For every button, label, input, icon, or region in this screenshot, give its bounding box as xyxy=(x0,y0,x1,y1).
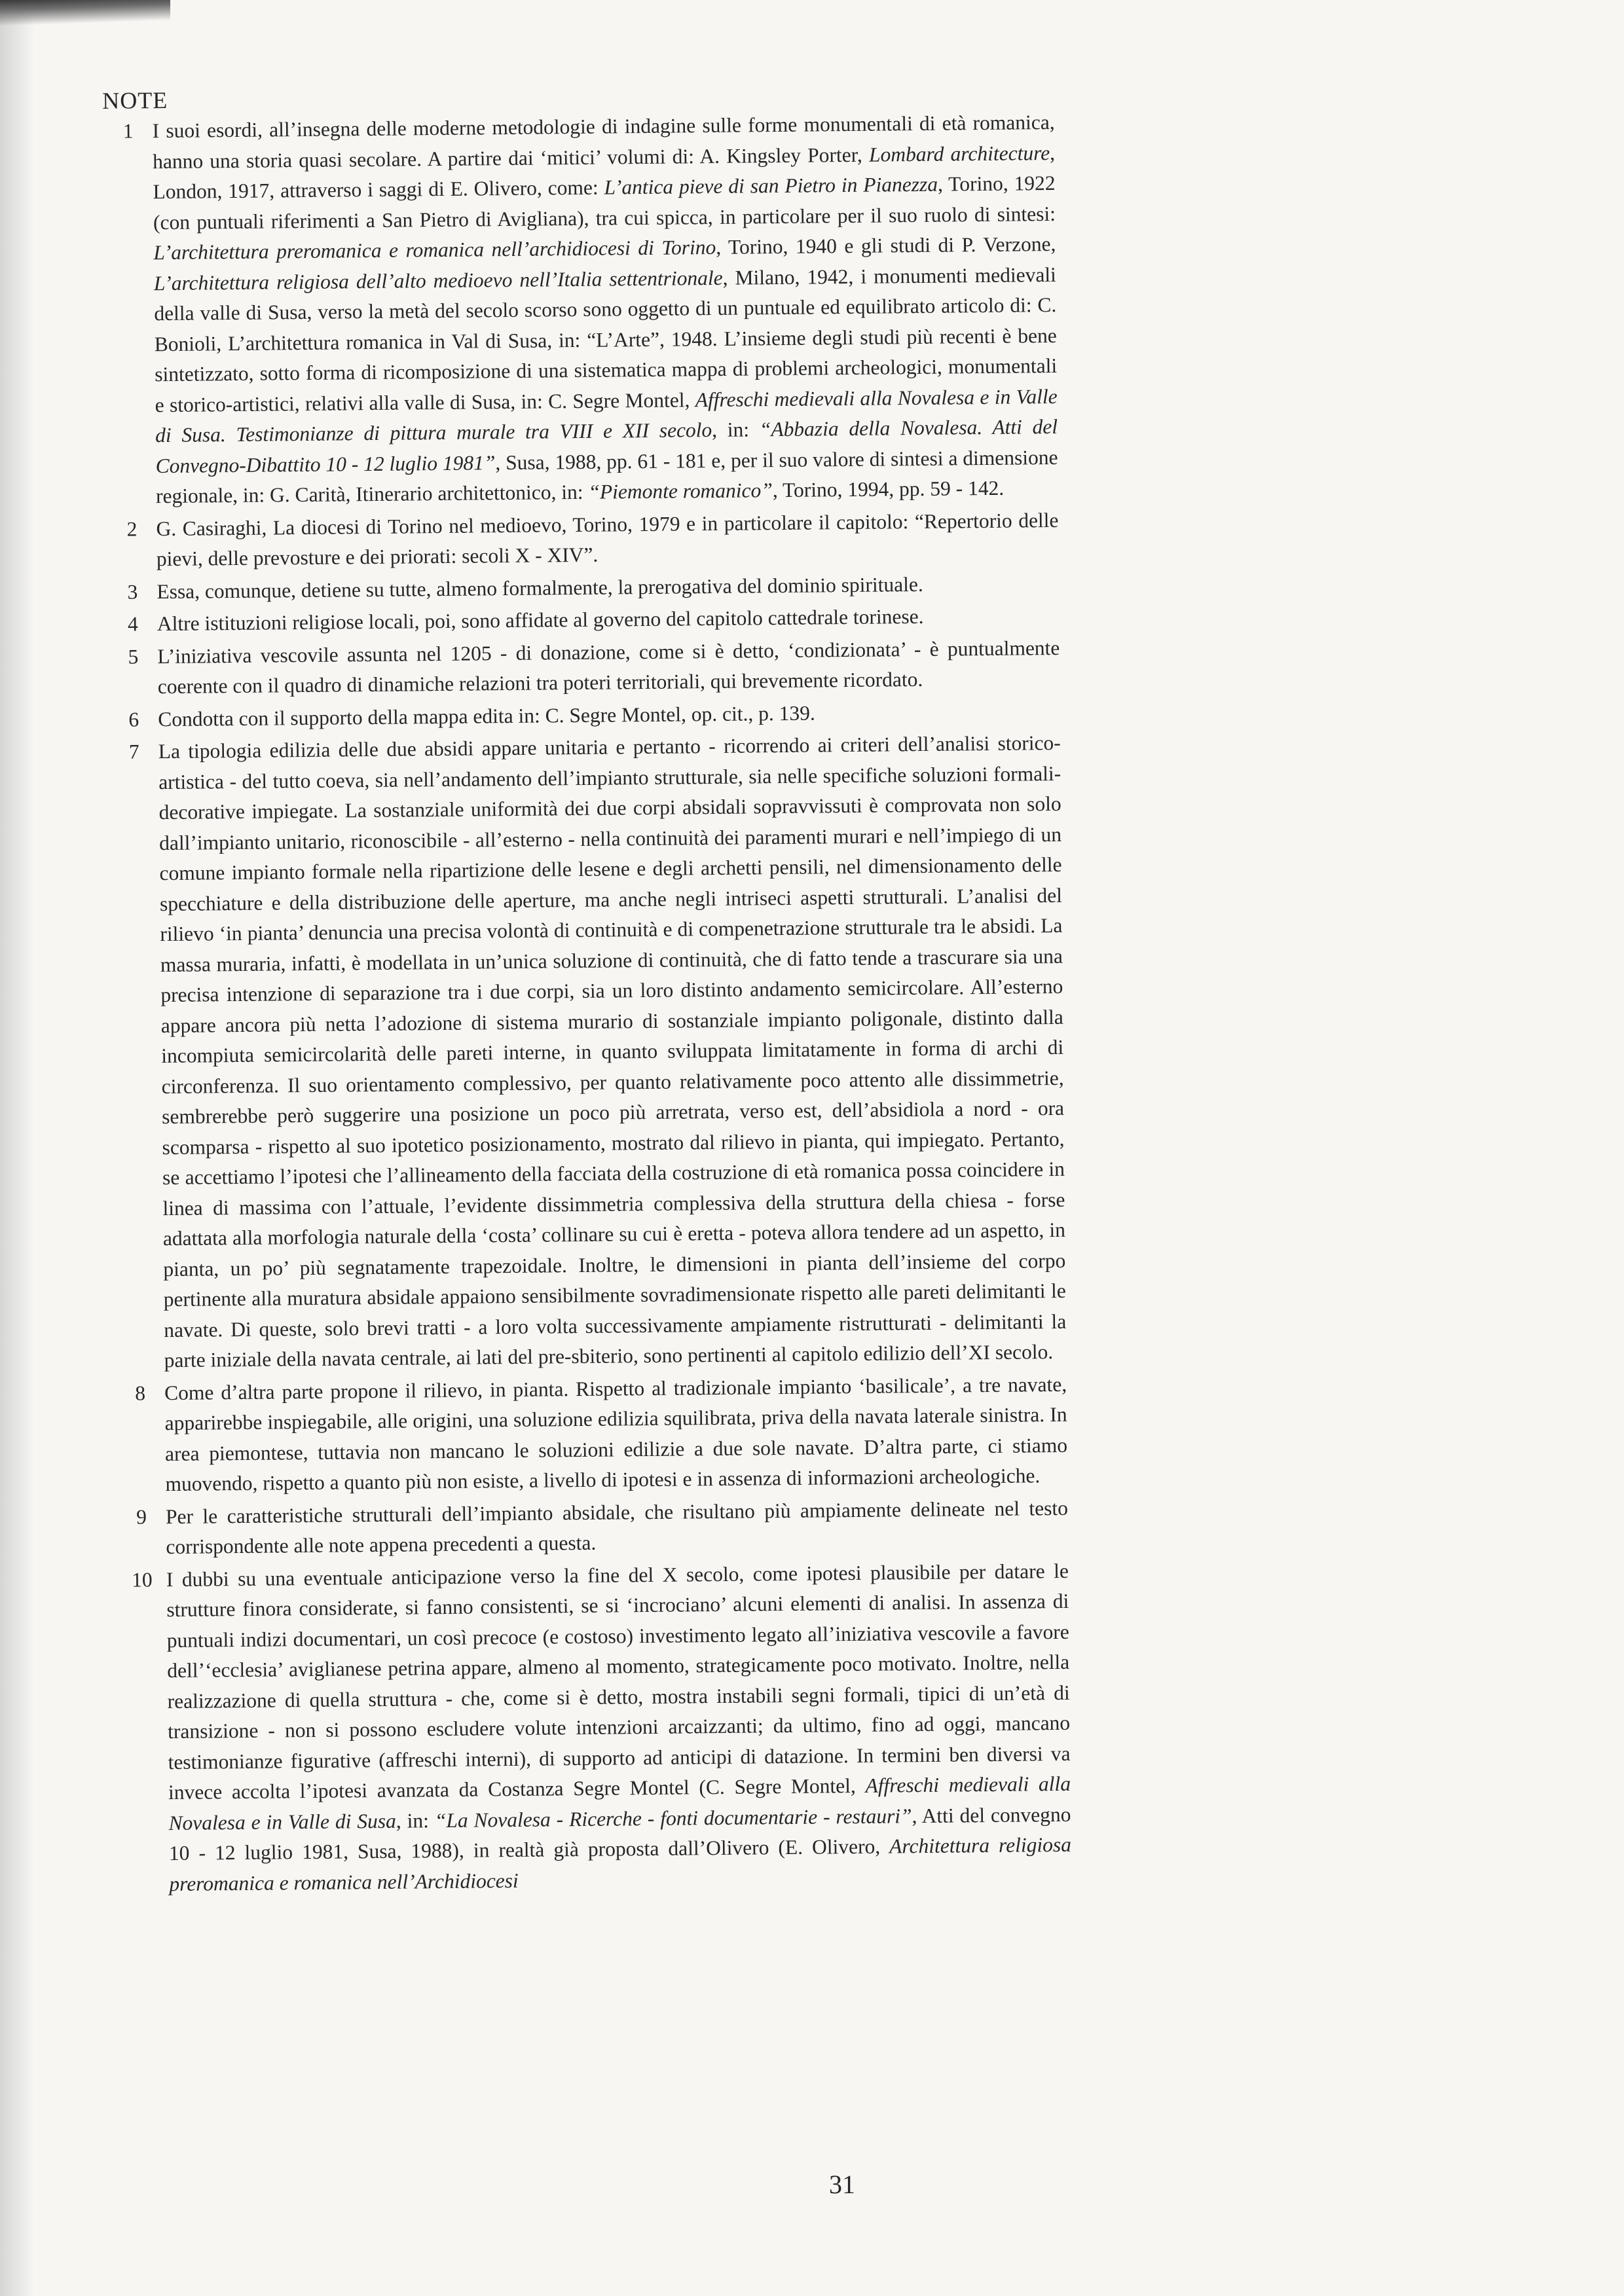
note-number: 6 xyxy=(128,707,139,731)
note-number: 5 xyxy=(128,644,139,668)
note-number: 9 xyxy=(136,1504,147,1529)
note-text: Condotta con il supporto della mappa edita in: C. Segre Montel, op. cit., p. 139. xyxy=(158,701,815,731)
note-number: 1 xyxy=(122,119,134,143)
note-number: 2 xyxy=(126,517,138,541)
note-number: 3 xyxy=(127,579,138,604)
note-text: Altre istituzioni religiose locali, poi, sono affidate al governo del capitolo cattedrale torinese. xyxy=(157,604,924,636)
scan-corner-shadow xyxy=(0,0,170,26)
note-text: I dubbi su una eventuale anticipazione verso la fine del X secolo, come ipotesi plausibile per datare le strutture finora considerate, si fanno consistenti, se si ‘incrociano’ alcuni elementi di analisi. In assenza di puntuali indizi documentari, un così precoce (e costoso) investimento legato all’iniziativa vescovile a favore dell’‘ecclesia’ aviglianese petrina appare, almeno al momento, strategicamente poco motivato. Inoltre, nella realizzazione di quella struttura - che, come si è detto, mostra instabili segni formali, tipici di un’età di transizione - non si possono escludere volute intenzioni arcaizzanti; da ultimo, fino ad oggi, mancano testimonianze figurative (affreschi interni), di supporto ad anticipi di datazione. In termini ben diversi va invece accolta l’ipotesi avanzata da Costanza Segre Montel (C. Segre Montel, Affreschi medievali alla Novalesa e in Valle di Susa, in: “La Novalesa - Ricerche - fonti documentarie - restauri”, Atti del convegno 10 - 12 luglio 1981, Susa, 1988), in realtà già proposta dall’Olivero (E. Olivero, Architettura religiosa preromanica e romanica nell’Archidiocesi xyxy=(166,1559,1072,1895)
notes-page xyxy=(98,76,1072,1902)
note-text: Come d’altra parte propone il rilievo, in pianta. Rispetto al tradizionale impianto ‘basilicale’, a tre navate, apparirebbe inspiegabile, alle origini, una soluzione edilizia squilibrata, priva della navata laterale sinistra. In area piemontese, tuttavia non mancano le soluzioni edilizie a due sole navate. D’altra parte, ci stiamo muovendo, rispetto a quanto più non esiste, a livello di ipotesi e in assenza di informazioni archeologiche. xyxy=(164,1372,1068,1496)
note-text: Essa, comunque, detiene su tutte, almeno formalmente, la prerogativa del dominio spirituale. xyxy=(157,572,923,603)
note-item xyxy=(113,1556,1072,1899)
note-number: 7 xyxy=(128,740,139,763)
note-item xyxy=(98,107,1058,512)
note-item xyxy=(105,728,1067,1376)
note-text: G. Casiraghi, La diocesi di Torino nel medioevo, Torino, 1979 e in particolare il capitolo: “Repertorio delle pievi, delle prevosture e dei priorati: secoli X - XIV”. xyxy=(156,508,1059,571)
notes-list xyxy=(98,107,1071,1900)
page-number: 31 xyxy=(829,2170,855,2199)
note-item xyxy=(111,1369,1068,1500)
note-item xyxy=(103,632,1060,702)
note-text: L’iniziativa vescovile assunta nel 1205 - di donazione, come si è detto, ‘condizionata’ - è puntualmente coerente con il quadro di dinamiche relazioni tra poteri territoriali, qui brevemente ricordato. xyxy=(157,636,1060,699)
note-text: I suoi esordi, all’insegna delle moderne metodologie di indagine sulle forme monumentali di età romanica, hanno una storia quasi secolare. A partire dai ‘mitici’ volumi di: A. Kingsley Porter, Lombard architecture, London, 1917, attraverso i saggi di E. Olivero, come: L’antica pieve di san Pietro in Pianezza, Torino, 1922 (con puntuali riferimenti a San Pietro di Avigliana), tra cui spicca, in particolare per il suo ruolo di sintesi: L’architettura preromanica e romanica nell’archidiocesi di Torino, Torino, 1940 e gli studi di P. Verzone, L’architettura religiosa dell’alto medioevo nell’Italia settentrionale, Milano, 1942, i monumenti medievali della valle di Susa, verso la metà del secolo scorso sono oggetto di un puntuale ed equilibrato articolo di: C. Bonioli, L’architettura romanica in Val di Susa, in: “L’Arte”, 1948. L’insieme degli studi più recenti è bene sintetizzato, sotto forma di ricomposizione di una sistematica mappa di problemi archeologici, monumentali e storico-artistici, relativi alla valle di Susa, in: C. Segre Montel, Affreschi medievali alla Novalesa e in Valle di Susa. Testimonianze di pittura murale tra VIII e XII secolo, in: “Abbazia della Novalesa. Atti del Convegno-Dibattito 10 - 12 luglio 1981”, Susa, 1988, pp. 61 - 181 e, per il suo valore di sintesi a dimensione regionale, in: G. Carità, Itinerario architettonico, in: “Piemonte romanico”, Torino, 1994, pp. 59 - 142. xyxy=(152,110,1058,508)
note-number: 4 xyxy=(127,612,138,636)
note-number: 8 xyxy=(135,1381,146,1405)
note-text: La tipologia edilizia delle due absidi appare unitaria e pertanto - ricorrendo ai criteri dell’analisi storico-artistica - del tutto coeva, sia nell’andamento dell’impianto strutturale, sia nelle specifiche soluzioni formali-decorative impiegate. La sostanziale uniformità dei due corpi absidali sopravvissuti è comprovata non solo dall’impianto unitario, riconoscibile - all’esterno - nella continuità dei paramenti murari e nell’impiego di un comune impianto formale nella ripartizione delle lesene e degli archetti pensili, nel dimensionamento delle specchiature e della distribuzione delle aperture, ma anche negli intriseci aspetti strutturali. L’analisi del rilievo ‘in pianta’ denuncia una precisa volontà di continuità e di compenetrazione strutturale tra le absidi. La massa muraria, infatti, è modellata in un’unica soluzione di continuità, che di fatto tende a trascurare sia una precisa intenzione di separazione tra i due corpi, sia un loro distinto andamento semicircolare. All’esterno appare ancora più netta l’adozione di sistema murario di sostanziale impianto poligonale, distinto dalla incompiuta semicircolarità delle pareti interne, in quanto sviluppata limitatamente in forma di archi di circonferenza. Il suo orientamento complessivo, per quanto relativamente poco attento alle dissimmetrie, sembrerebbe però suggerire una posizione un poco più arretrata, verso est, dell’absidiola a nord - ora scomparsa - rispetto al suo ipotetico posizionamento, mostrato dal rilievo in pianta, qui impiegato. Pertanto, se accettiamo l’ipotesi che l’allineamento della facciata della costruzione di età romanica possa coincidere in linea di massima con l’attuale, l’evidente dissimmetria complessiva della struttura della chiesa - forse adattata alla morfologia naturale della ‘costa’ collinare su cui è eretta - poteva allora tendere ad un aspetto, in pianta, un po’ più segnatamente trapezoidale. Inoltre, le dimensioni in pianta dell’insieme del corpo pertinente alla muratura absidale appaiono sensibilmente sovradimensionate rispetto alle pareti delimitanti le navate. Di queste, solo brevi tratti - a loro volta successivamente ampiamente ristrutturati - delimitanti la parte iniziale della navata centrale, ai lati del pre-sbiterio, sono pertinenti al capitolo edilizio dell’XI secolo. xyxy=(158,731,1067,1372)
note-item xyxy=(112,1493,1069,1563)
note-item xyxy=(102,505,1059,575)
note-number: 10 xyxy=(131,1567,153,1592)
notes-heading: NOTE xyxy=(102,86,168,114)
binding-shadow xyxy=(0,0,34,2296)
note-text: Per le caratteristiche strutturali dell’impianto absidale, che risultano più ampiamente delineate nel testo corrispondente alle note appena precedenti a questa. xyxy=(165,1496,1069,1559)
